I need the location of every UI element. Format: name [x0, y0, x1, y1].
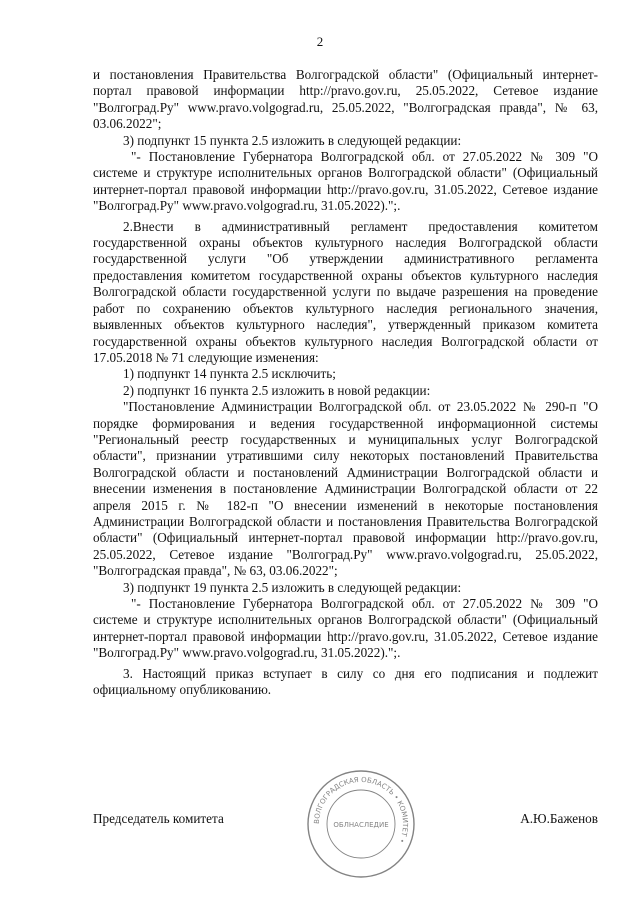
svg-text:ВОЛГОГРАДСКАЯ ОБЛАСТЬ • КОМИТЕ — [313, 776, 409, 844]
seal-center-text: ОБЛНАСЛЕДИЕ — [333, 821, 389, 829]
paragraph-quote-309a: "- Постановление Губернатора Волгоградской обл. от 27.05.2022 № 309 "О системе и структуре исполнительных органов Волгоградской области" (Официальный интернет-портал правовой информации http://pravo.gov.ru, 31.05.2022, Сетевое издание "Волгоград.Ру" www.pravo.volgograd.ru, 31.05.2022).";. — [93, 149, 598, 214]
signatory-name: А.Ю.Баженов — [520, 811, 598, 826]
paragraph-quote-309b: "- Постановление Губернатора Волгоградской обл. от 27.05.2022 № 309 "О системе и структуре исполнительных органов Волгоградской области" (Официальный интернет-портал правовой информации http://pravo.gov.ru, 31.05.2022, Сетевое издание "Волгоград.Ру" www.pravo.volgograd.ru, 31.05.2022).";. — [93, 596, 598, 661]
paragraph-continuation: и постановления Правительства Волгоградской области" (Официальный интернет-портал правовой информации http://pravo.gov.ru, 25.05.2022, Сетевое издание "Волгоград.Ру" www.pravo.volgograd.ru, 25.05.2022, "Волгоградская правда", № 63, 03.06.2022"; — [93, 67, 598, 132]
paragraph-subitem-2: 2) подпункт 16 пункта 2.5 изложить в новой редакции: — [123, 382, 431, 398]
paragraph-item-3: 3. Настоящий приказ вступает в силу со дня его подписания и подлежит официальному опубликованию. — [93, 665, 598, 698]
seal-ring-text: ВОЛГОГРАДСКАЯ ОБЛАСТЬ • КОМИТЕТ • — [312, 775, 410, 845]
paragraph-subitem-3b: 3) подпункт 19 пункта 2.5 изложить в следующей редакции: — [123, 579, 462, 595]
paragraph-subitem-1: 1) подпункт 14 пункта 2.5 исключить; — [123, 366, 336, 382]
document-body — [93, 67, 598, 698]
page-number: 2 — [316, 34, 324, 49]
signatory-position: Председатель комитета — [93, 811, 224, 826]
paragraph-item-2: 2.Внести в административный регламент предоставления комитетом государственной охраны объектов культурного наследия Волгоградской области государственной услуги "Об утверждении административного регламента предоставления комитетом государственной охраны объектов культурного наследия Волгоградской области государственной услуги по выдаче разрешения на проведение работ по сохранению объектов культурного наследия регионального значения, выявленных объектов культурного наследия", утвержденный приказом комитета государственной охраны объектов культурного наследия Волгоградской области от 17.05.2018 № 71 следующие изменения: — [93, 218, 598, 365]
paragraph-quote-290: "Постановление Администрации Волгоградской обл. от 23.05.2022 № 290-п "О порядке формирования и ведения государственной информационной системы "Региональный реестр государственных и муниципальных услуг Волгоградской области", признании утратившими силу некоторых постановлений Правительства Волгоградской области и постановлений Администрации Волгоградской области и внесении изменения в постановление Администрации Волгоградской области от 22 апреля 2015 г. № 182-п "О внесении изменений в некоторые постановления Администрации Волгоградской области и постановления Правительства Волгоградской области" (Официальный интернет-портал правовой информации http://pravo.gov.ru, 25.05.2022, Сетевое издание "Волгоград.Ру" www.pravo.volgograd.ru, 25.05.2022, "Волгоградская правда", № 63, 03.06.2022"; — [93, 399, 598, 579]
official-seal-icon — [305, 768, 417, 880]
paragraph-subitem-3a: 3) подпункт 15 пункта 2.5 изложить в следующей редакции: — [123, 132, 462, 148]
